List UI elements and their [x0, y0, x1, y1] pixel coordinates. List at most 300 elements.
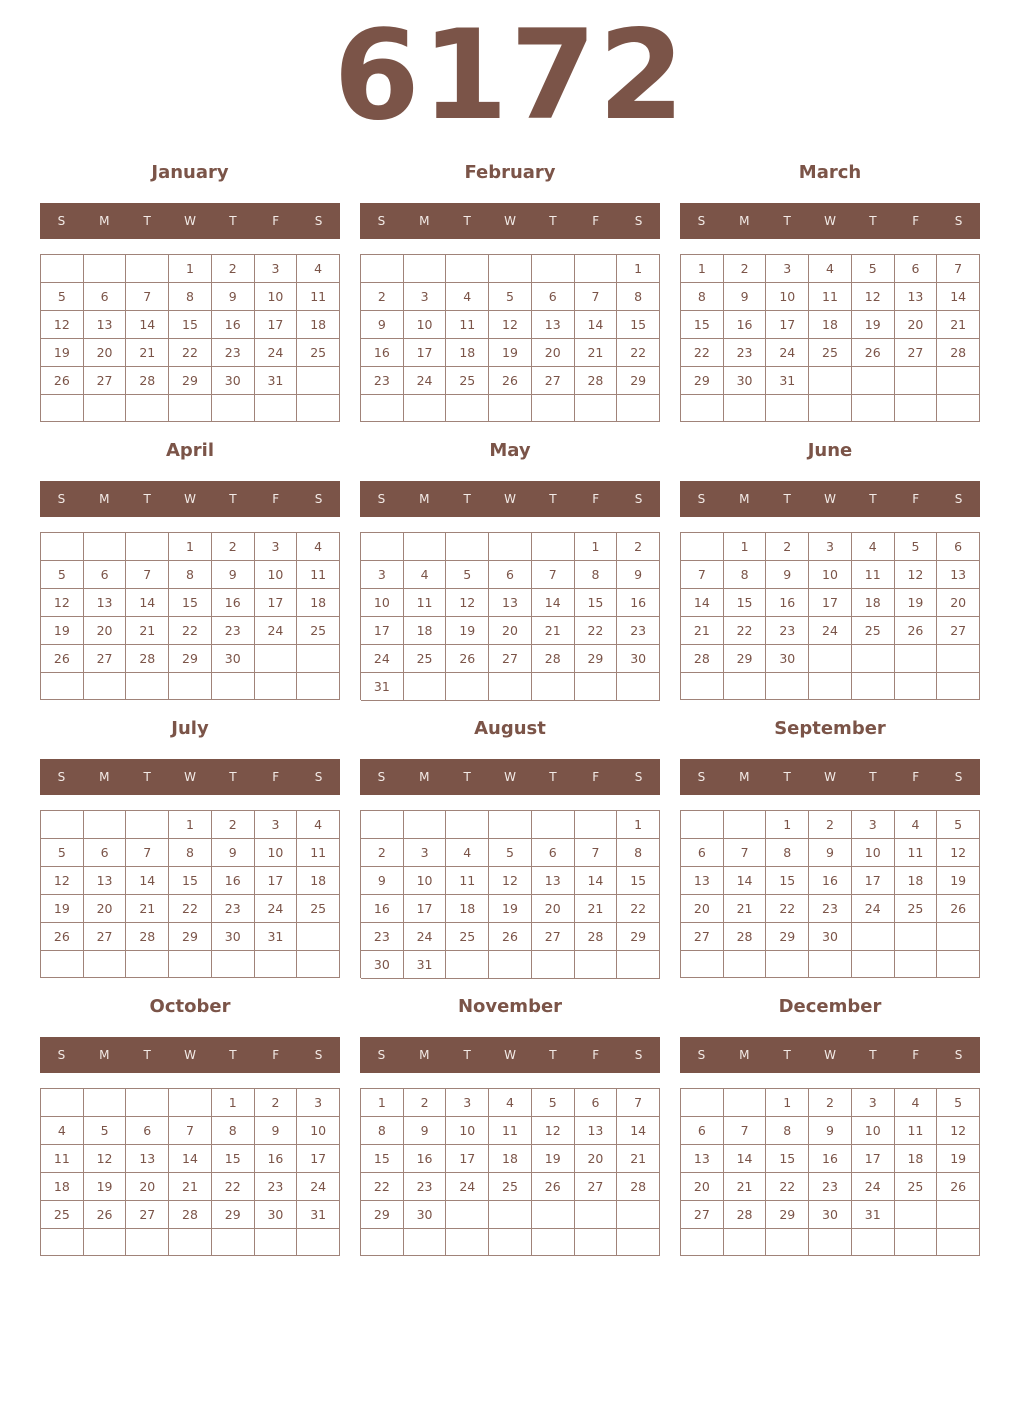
empty-cell [575, 673, 618, 701]
empty-cell [895, 1201, 938, 1229]
empty-cell [212, 395, 255, 422]
empty-cell [404, 673, 447, 701]
day-cell: 4 [297, 811, 340, 839]
day-cell: 6 [937, 533, 980, 561]
empty-cell [84, 811, 127, 839]
day-cell: 14 [937, 283, 980, 311]
weekday-label: T [229, 770, 237, 784]
day-cell: 24 [361, 645, 404, 673]
empty-cell [41, 1089, 84, 1117]
empty-cell [852, 1229, 895, 1256]
day-cell: 26 [937, 895, 980, 923]
empty-cell [937, 645, 980, 673]
day-cell: 29 [766, 1201, 809, 1229]
day-cell: 1 [169, 533, 212, 561]
day-cell: 25 [41, 1201, 84, 1229]
day-cell: 10 [255, 561, 298, 589]
day-cell: 3 [852, 1089, 895, 1117]
empty-cell [446, 673, 489, 701]
day-cell: 25 [404, 645, 447, 673]
day-cell: 27 [84, 367, 127, 395]
weekday-label: T [143, 1048, 151, 1062]
day-cell: 19 [937, 1145, 980, 1173]
day-cell: 27 [681, 923, 724, 951]
day-cell: 28 [575, 367, 618, 395]
weekday-label: W [504, 492, 516, 506]
empty-cell [361, 395, 404, 422]
day-cell: 14 [126, 867, 169, 895]
day-cell: 31 [852, 1201, 895, 1229]
day-cell: 18 [404, 617, 447, 645]
day-cell: 14 [169, 1145, 212, 1173]
day-cell: 23 [617, 617, 660, 645]
weekday-label: T [869, 770, 877, 784]
empty-cell [575, 1229, 618, 1256]
day-cell: 15 [169, 311, 212, 339]
day-cell: 17 [404, 895, 447, 923]
empty-cell [126, 255, 169, 283]
empty-cell [937, 1201, 980, 1229]
empty-cell [126, 1229, 169, 1256]
weekday-label: M [99, 492, 110, 506]
day-cell: 3 [809, 533, 852, 561]
day-cell: 9 [809, 839, 852, 867]
empty-cell [41, 1229, 84, 1256]
empty-cell [297, 645, 340, 673]
weekday-label: T [783, 492, 791, 506]
day-cell: 6 [84, 283, 127, 311]
day-cell: 14 [681, 589, 724, 617]
weekday-label: F [272, 492, 280, 506]
day-cell: 5 [41, 283, 84, 311]
day-cell: 17 [766, 311, 809, 339]
weekday-label: S [697, 1048, 706, 1062]
day-cell: 19 [446, 617, 489, 645]
day-cell: 28 [724, 923, 767, 951]
day-cell: 23 [724, 339, 767, 367]
month-name: January [151, 162, 229, 183]
weekday-label: T [463, 492, 471, 506]
empty-cell [724, 811, 767, 839]
day-cell: 1 [724, 533, 767, 561]
day-cell: 3 [255, 811, 298, 839]
day-grid [680, 254, 980, 422]
day-cell: 20 [895, 311, 938, 339]
empty-cell [852, 923, 895, 951]
day-cell: 18 [297, 311, 340, 339]
weekday-label: S [314, 492, 323, 506]
weekday-label: S [697, 492, 706, 506]
day-cell: 2 [212, 255, 255, 283]
day-cell: 16 [212, 311, 255, 339]
day-cell: 4 [41, 1117, 84, 1145]
day-cell: 26 [937, 1173, 980, 1201]
empty-cell [169, 951, 212, 978]
weekday-label: S [634, 492, 643, 506]
empty-cell [895, 395, 938, 422]
day-cell: 8 [681, 283, 724, 311]
day-cell: 29 [681, 367, 724, 395]
empty-cell [446, 1201, 489, 1229]
day-cell: 4 [446, 283, 489, 311]
day-cell: 11 [297, 561, 340, 589]
weekday-header [40, 203, 340, 239]
weekday-label: W [504, 214, 516, 228]
weekday-label: T [229, 214, 237, 228]
day-cell: 24 [446, 1173, 489, 1201]
month-name: December [778, 996, 882, 1017]
day-cell: 3 [404, 283, 447, 311]
day-cell: 21 [575, 895, 618, 923]
day-cell: 17 [404, 339, 447, 367]
day-cell: 17 [297, 1145, 340, 1173]
day-cell: 9 [212, 839, 255, 867]
day-cell: 30 [809, 923, 852, 951]
empty-cell [212, 673, 255, 700]
day-cell: 27 [681, 1201, 724, 1229]
day-cell: 17 [255, 311, 298, 339]
empty-cell [937, 1229, 980, 1256]
weekday-label: S [377, 1048, 386, 1062]
day-cell: 25 [446, 923, 489, 951]
day-cell: 25 [297, 339, 340, 367]
empty-cell [532, 395, 575, 422]
day-grid [40, 810, 340, 978]
empty-cell [617, 673, 660, 701]
day-cell: 21 [126, 617, 169, 645]
day-cell: 13 [84, 311, 127, 339]
weekday-label: S [697, 770, 706, 784]
weekday-header [360, 203, 660, 239]
weekday-label: F [272, 1048, 280, 1062]
day-cell: 21 [681, 617, 724, 645]
empty-cell [895, 1229, 938, 1256]
day-cell: 11 [809, 283, 852, 311]
empty-cell [575, 811, 618, 839]
day-cell: 10 [446, 1117, 489, 1145]
day-cell: 21 [575, 339, 618, 367]
day-cell: 9 [361, 867, 404, 895]
day-cell: 31 [255, 367, 298, 395]
day-cell: 14 [724, 1145, 767, 1173]
day-cell: 10 [255, 839, 298, 867]
day-cell: 5 [84, 1117, 127, 1145]
day-cell: 30 [255, 1201, 298, 1229]
empty-cell [895, 645, 938, 673]
day-cell: 21 [126, 339, 169, 367]
weekday-label: S [634, 1048, 643, 1062]
weekday-label: S [314, 214, 323, 228]
weekday-label: F [912, 492, 920, 506]
weekday-label: S [954, 770, 963, 784]
day-cell: 9 [361, 311, 404, 339]
day-cell: 25 [895, 895, 938, 923]
day-cell: 11 [297, 839, 340, 867]
empty-cell [575, 951, 618, 979]
day-cell: 9 [809, 1117, 852, 1145]
day-cell: 24 [255, 895, 298, 923]
empty-cell [724, 395, 767, 422]
day-cell: 25 [489, 1173, 532, 1201]
month-name: April [165, 440, 215, 461]
day-cell: 11 [446, 867, 489, 895]
day-cell: 18 [489, 1145, 532, 1173]
empty-cell [617, 395, 660, 422]
day-cell: 27 [84, 923, 127, 951]
day-cell: 15 [361, 1145, 404, 1173]
day-cell: 11 [297, 283, 340, 311]
month-name: August [474, 718, 546, 739]
weekday-label: F [592, 770, 600, 784]
empty-cell [766, 673, 809, 700]
empty-cell [852, 645, 895, 673]
empty-cell [937, 395, 980, 422]
day-cell: 12 [489, 867, 532, 895]
weekday-label: M [739, 214, 750, 228]
day-cell: 12 [852, 283, 895, 311]
weekday-label: M [739, 770, 750, 784]
day-cell: 4 [489, 1089, 532, 1117]
day-cell: 27 [532, 923, 575, 951]
day-cell: 31 [297, 1201, 340, 1229]
day-cell: 14 [724, 867, 767, 895]
day-cell: 4 [852, 533, 895, 561]
weekday-label: S [634, 770, 643, 784]
year-title: 6172 [333, 4, 687, 148]
day-cell: 22 [766, 895, 809, 923]
day-cell: 17 [852, 867, 895, 895]
empty-cell [84, 1089, 127, 1117]
empty-cell [84, 255, 127, 283]
weekday-label: T [783, 1048, 791, 1062]
day-cell: 13 [681, 867, 724, 895]
day-cell: 3 [361, 561, 404, 589]
day-cell: 27 [489, 645, 532, 673]
empty-cell [446, 1229, 489, 1256]
empty-cell [126, 533, 169, 561]
weekday-label: M [419, 1048, 430, 1062]
empty-cell [41, 673, 84, 700]
day-cell: 16 [766, 589, 809, 617]
day-cell: 29 [212, 1201, 255, 1229]
day-cell: 2 [212, 533, 255, 561]
day-cell: 24 [255, 339, 298, 367]
day-cell: 2 [361, 283, 404, 311]
month-name: November [457, 996, 563, 1017]
day-cell: 19 [895, 589, 938, 617]
day-cell: 21 [617, 1145, 660, 1173]
weekday-label: F [272, 770, 280, 784]
day-cell: 16 [809, 867, 852, 895]
month-name: February [464, 162, 556, 183]
day-cell: 27 [937, 617, 980, 645]
day-cell: 22 [617, 339, 660, 367]
day-cell: 31 [255, 923, 298, 951]
day-grid [680, 532, 980, 700]
empty-cell [724, 1089, 767, 1117]
day-cell: 12 [446, 589, 489, 617]
day-cell: 7 [169, 1117, 212, 1145]
day-cell: 16 [617, 589, 660, 617]
day-cell: 18 [446, 895, 489, 923]
weekday-label: S [57, 492, 66, 506]
weekday-label: F [592, 1048, 600, 1062]
day-cell: 18 [297, 867, 340, 895]
empty-cell [489, 533, 532, 561]
empty-cell [575, 255, 618, 283]
empty-cell [297, 673, 340, 700]
empty-cell [724, 951, 767, 978]
day-cell: 21 [724, 895, 767, 923]
day-cell: 1 [617, 811, 660, 839]
day-cell: 1 [212, 1089, 255, 1117]
empty-cell [361, 811, 404, 839]
day-cell: 12 [937, 1117, 980, 1145]
day-cell: 28 [126, 645, 169, 673]
day-cell: 13 [532, 311, 575, 339]
empty-cell [895, 923, 938, 951]
day-cell: 1 [617, 255, 660, 283]
day-cell: 3 [446, 1089, 489, 1117]
day-cell: 8 [212, 1117, 255, 1145]
empty-cell [617, 1201, 660, 1229]
day-cell: 28 [617, 1173, 660, 1201]
day-cell: 12 [41, 867, 84, 895]
day-cell: 30 [766, 645, 809, 673]
weekday-label: W [504, 770, 516, 784]
day-cell: 17 [255, 589, 298, 617]
empty-cell [489, 951, 532, 979]
month-name: October [149, 996, 231, 1017]
day-cell: 13 [489, 589, 532, 617]
day-cell: 2 [766, 533, 809, 561]
empty-cell [852, 673, 895, 700]
empty-cell [297, 1229, 340, 1256]
weekday-label: W [184, 770, 196, 784]
day-cell: 22 [169, 895, 212, 923]
empty-cell [809, 673, 852, 700]
day-cell: 18 [895, 1145, 938, 1173]
day-cell: 5 [41, 561, 84, 589]
day-cell: 25 [297, 895, 340, 923]
day-cell: 6 [84, 561, 127, 589]
day-grid [680, 1088, 980, 1256]
day-cell: 4 [404, 561, 447, 589]
empty-cell [575, 1201, 618, 1229]
day-cell: 24 [766, 339, 809, 367]
day-cell: 14 [126, 589, 169, 617]
day-cell: 15 [681, 311, 724, 339]
empty-cell [809, 645, 852, 673]
day-cell: 4 [895, 1089, 938, 1117]
day-cell: 26 [84, 1201, 127, 1229]
empty-cell [724, 673, 767, 700]
weekday-label: T [463, 770, 471, 784]
weekday-label: S [57, 770, 66, 784]
day-cell: 6 [575, 1089, 618, 1117]
day-cell: 5 [532, 1089, 575, 1117]
day-grid [680, 810, 980, 978]
day-cell: 30 [212, 923, 255, 951]
day-cell: 28 [126, 923, 169, 951]
weekday-label: T [549, 492, 557, 506]
empty-cell [681, 1229, 724, 1256]
day-cell: 19 [852, 311, 895, 339]
day-cell: 26 [852, 339, 895, 367]
month-name: July [171, 718, 209, 739]
weekday-label: S [377, 214, 386, 228]
weekday-label: M [419, 492, 430, 506]
empty-cell [617, 1229, 660, 1256]
day-cell: 6 [489, 561, 532, 589]
weekday-label: S [377, 770, 386, 784]
day-cell: 19 [41, 339, 84, 367]
empty-cell [446, 255, 489, 283]
day-cell: 31 [404, 951, 447, 979]
day-cell: 3 [404, 839, 447, 867]
day-cell: 27 [895, 339, 938, 367]
day-cell: 25 [297, 617, 340, 645]
day-cell: 1 [575, 533, 618, 561]
day-cell: 23 [255, 1173, 298, 1201]
empty-cell [404, 255, 447, 283]
day-cell: 28 [126, 367, 169, 395]
day-cell: 7 [937, 255, 980, 283]
weekday-label: T [143, 770, 151, 784]
day-cell: 20 [84, 339, 127, 367]
day-cell: 15 [617, 311, 660, 339]
day-cell: 23 [361, 923, 404, 951]
empty-cell [532, 255, 575, 283]
weekday-label: T [783, 214, 791, 228]
weekday-label: T [549, 214, 557, 228]
day-cell: 22 [617, 895, 660, 923]
weekday-label: M [99, 214, 110, 228]
day-cell: 15 [724, 589, 767, 617]
day-cell: 8 [617, 839, 660, 867]
empty-cell [681, 533, 724, 561]
day-cell: 27 [84, 645, 127, 673]
day-cell: 20 [575, 1145, 618, 1173]
day-cell: 22 [766, 1173, 809, 1201]
day-cell: 13 [126, 1145, 169, 1173]
day-cell: 18 [852, 589, 895, 617]
weekday-label: T [549, 770, 557, 784]
day-cell: 9 [212, 283, 255, 311]
day-cell: 19 [41, 895, 84, 923]
day-cell: 27 [532, 367, 575, 395]
empty-cell [41, 395, 84, 422]
day-cell: 17 [255, 867, 298, 895]
day-cell: 13 [937, 561, 980, 589]
weekday-label: S [697, 214, 706, 228]
weekday-header [680, 1037, 980, 1073]
day-cell: 26 [489, 923, 532, 951]
weekday-label: W [504, 1048, 516, 1062]
day-cell: 22 [681, 339, 724, 367]
day-cell: 8 [169, 839, 212, 867]
empty-cell [937, 673, 980, 700]
day-cell: 6 [681, 839, 724, 867]
day-cell: 3 [297, 1089, 340, 1117]
day-cell: 29 [169, 367, 212, 395]
weekday-label: W [824, 214, 836, 228]
weekday-header [680, 759, 980, 795]
day-cell: 30 [361, 951, 404, 979]
day-cell: 24 [404, 923, 447, 951]
weekday-label: F [912, 214, 920, 228]
weekday-label: T [783, 770, 791, 784]
